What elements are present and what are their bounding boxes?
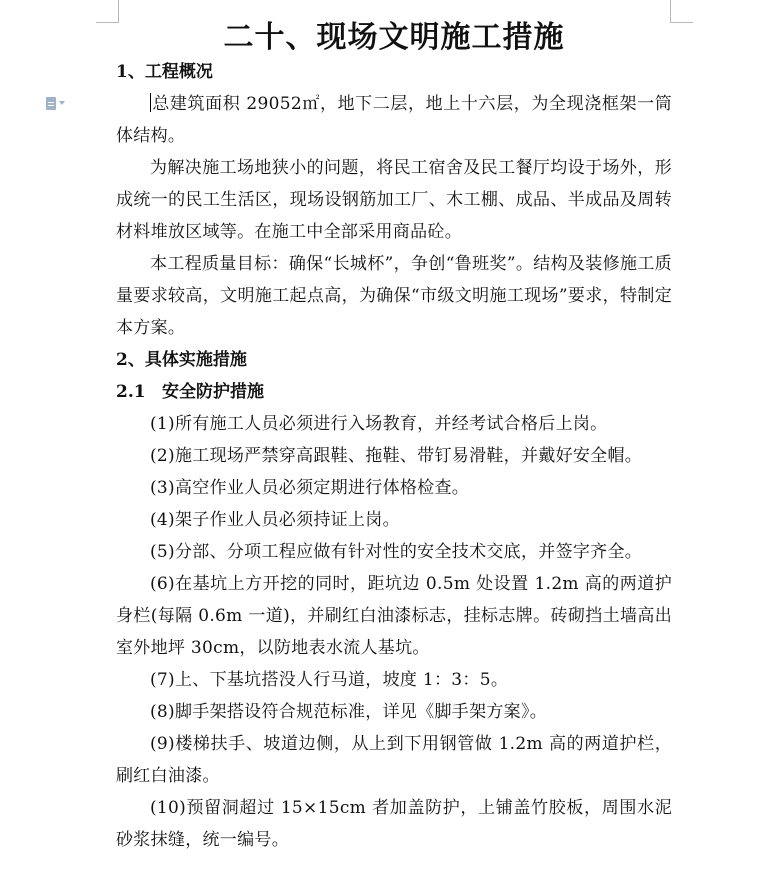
document-icon <box>46 97 56 110</box>
paragraph[interactable]: 为解决施工场地狭小的问题，将民工宿舍及民工餐厅均设于场外，形成统一的民工生活区，现场设钢筋加工厂、木工棚、成品、半成品及周转材料堆放区域等。在施工中全部采用商品砼。 <box>116 158 672 242</box>
chevron-down-icon <box>59 101 65 105</box>
paragraph[interactable]: 总建筑面积 29052㎡，地下二层，地上十六层，为全现浇框架一筒体结构。 <box>116 94 672 146</box>
list-item[interactable]: (6)在基坑上方开挖的同时，距坑边 0.5m 处设置 1.2m 高的两道护身栏(每隔 0.6m 一道)，并刷红白油漆标志，挂标志牌。砖砌挡土墙高出室外地坪 30cm，以防地表水流人基坑。 <box>116 574 672 658</box>
list-item[interactable]: (1)所有施工人员必须进行入场教育，并经考试合格后上岗。 <box>150 414 608 434</box>
document-title: 二十、现场文明施工措施 <box>223 20 565 55</box>
subsection-number: 2.1 <box>116 382 146 402</box>
page-corner-mark-top-right <box>670 0 693 23</box>
list-item[interactable]: (2)施工现场严禁穿高跟鞋、拖鞋、带钉易滑鞋，并戴好安全帽。 <box>150 446 643 466</box>
list-item[interactable]: (9)楼梯扶手、坡道边侧，从上到下用钢管做 1.2m 高的两道护栏，刷红白油漆。 <box>116 734 672 786</box>
list-item[interactable]: (5)分部、分项工程应做有针对性的安全技术交底，并签字齐全。 <box>150 542 643 562</box>
list-item[interactable]: (4)架子作业人员必须持证上岗。 <box>150 510 400 530</box>
text-cursor <box>150 93 151 112</box>
paragraph[interactable]: 本工程质量目标：确保“长城杯”，争创“鲁班奖”。结构及装修施工质量要求较高，文明施工起点高，为确保“市级文明施工现场”要求，特制定本方案。 <box>116 254 672 338</box>
list-item[interactable]: (7)上、下基坑搭没人行马道，坡度 1：3：5。 <box>150 670 509 690</box>
list-item[interactable]: (3)高空作业人员必须定期进行体格检查。 <box>150 478 470 498</box>
section-heading: 2、具体实施措施 <box>116 350 247 370</box>
subsection-title: 安全防护措施 <box>162 382 264 402</box>
list-item[interactable]: (8)脚手架搭设符合规范标准，详见《脚手架方案》。 <box>150 702 548 722</box>
document-page <box>116 0 672 856</box>
document-menu-icon[interactable] <box>46 96 78 110</box>
subsection-heading <box>116 376 672 408</box>
list-item[interactable]: (10)预留洞超过 15×15cm 者加盖防护，上铺盖竹胶板，周围水泥砂浆抹缝，统一编号。 <box>116 798 672 850</box>
section-heading: 1、工程概况 <box>116 62 213 82</box>
